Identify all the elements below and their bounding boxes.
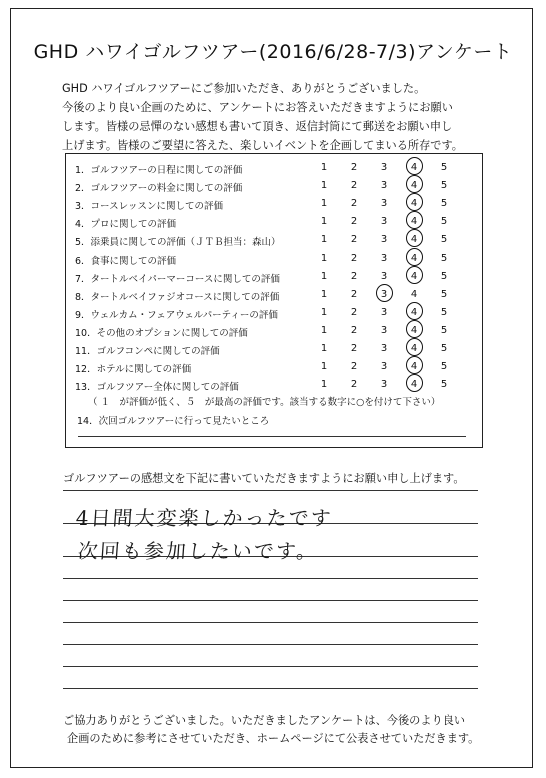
rating-option[interactable]: 5 bbox=[440, 270, 448, 282]
rating-option[interactable]: 5 bbox=[440, 379, 448, 391]
rating-option[interactable]: 2 bbox=[350, 361, 358, 373]
question-label: 6．食事に関しての評価 bbox=[75, 255, 177, 267]
question-row bbox=[75, 361, 475, 377]
question-row bbox=[75, 307, 475, 323]
rating-option[interactable]: 1 bbox=[320, 270, 328, 282]
question-row bbox=[75, 325, 475, 341]
rating-option[interactable]: 2 bbox=[350, 324, 358, 336]
rating-option[interactable]: 1 bbox=[320, 288, 328, 300]
rating-option[interactable]: 2 bbox=[350, 198, 358, 210]
rating-option[interactable]: 3 bbox=[380, 252, 388, 264]
rating-option[interactable]: 2 bbox=[350, 216, 358, 228]
intro-line: 今後のより良い企画のために、アンケートにお答えいただきますようにお願い bbox=[62, 101, 453, 114]
rating-option[interactable]: 4 bbox=[410, 252, 418, 264]
question-14-label: 14．次回ゴルフツアーに行って見たいところ bbox=[77, 416, 270, 427]
rating-option[interactable]: 4 bbox=[410, 343, 418, 354]
rating-option[interactable]: 3 bbox=[380, 288, 388, 300]
comment-ruled-line bbox=[63, 578, 478, 579]
intro-line: GHD ハワイゴルフツアーにご参加いただき、ありがとうございました。 bbox=[62, 82, 426, 95]
intro-text bbox=[62, 79, 502, 155]
rating-option[interactable]: 1 bbox=[320, 324, 328, 336]
rating-option[interactable]: 3 bbox=[380, 343, 388, 354]
question-label: 5．添乗員に関しての評価（ＪＴＢ担当：森山） bbox=[75, 237, 281, 249]
question-label: 3．コースレッスンに関しての評価 bbox=[75, 201, 223, 213]
question-row bbox=[75, 271, 475, 287]
rating-option[interactable]: 5 bbox=[440, 361, 448, 373]
question-row bbox=[75, 162, 475, 178]
rating-option[interactable]: 1 bbox=[320, 198, 328, 210]
question-label: 2．ゴルフツアーの料金に関しての評価 bbox=[75, 183, 243, 195]
rating-option[interactable]: 5 bbox=[440, 252, 448, 264]
comment-prompt: ゴルフツアーの感想文を下記に書いていただきますようにお願い申し上げます。 bbox=[63, 472, 465, 485]
rating-option[interactable]: 4 bbox=[410, 198, 418, 210]
question-label: 11．ゴルフコンペに関しての評価 bbox=[75, 346, 220, 357]
rating-option[interactable]: 2 bbox=[350, 270, 358, 282]
comment-ruled-line bbox=[63, 600, 478, 601]
rating-option[interactable]: 1 bbox=[320, 343, 328, 354]
rating-option[interactable]: 2 bbox=[350, 288, 358, 300]
survey-title: GHD ハワイゴルフツアー(2016/6/28-7/3)アンケート bbox=[33, 41, 513, 63]
question-row bbox=[75, 180, 475, 196]
rating-option[interactable]: 1 bbox=[320, 180, 328, 192]
question-label: 12．ホテルに関しての評価 bbox=[75, 364, 192, 376]
rating-option[interactable]: 5 bbox=[440, 288, 448, 300]
question-label: 8．タートルベイファジオコースに関しての評価 bbox=[75, 291, 280, 303]
rating-option[interactable]: 2 bbox=[350, 379, 358, 391]
footer-line: ご協力ありがとうございました。いただきましたアンケートは、今後のより良い bbox=[63, 714, 466, 727]
rating-option[interactable]: 4 bbox=[410, 288, 418, 300]
rating-option[interactable]: 1 bbox=[320, 162, 328, 173]
rating-option[interactable]: 5 bbox=[440, 324, 448, 336]
rating-option[interactable]: 2 bbox=[350, 252, 358, 264]
rating-option[interactable]: 5 bbox=[440, 343, 448, 354]
comment-ruled-line bbox=[63, 666, 478, 667]
rating-option[interactable]: 3 bbox=[380, 379, 388, 391]
question-row bbox=[75, 198, 475, 214]
question-row bbox=[75, 343, 475, 359]
intro-line: 上げます。皆様のご要望に答えた、楽しいイベントを企画してまいる所存です。 bbox=[62, 139, 463, 152]
handwritten-comment-line: 4日間大変楽しかったです bbox=[75, 506, 334, 530]
rating-option[interactable]: 5 bbox=[440, 234, 448, 246]
handwritten-comment-line: 次回も参加したいです。 bbox=[77, 539, 320, 563]
question-14-answer-line[interactable] bbox=[78, 436, 466, 437]
rating-option[interactable]: 5 bbox=[440, 198, 448, 210]
rating-option[interactable]: 1 bbox=[320, 361, 328, 373]
comment-ruled-line bbox=[63, 622, 478, 623]
rating-option[interactable]: 2 bbox=[350, 234, 358, 246]
comment-ruled-line bbox=[63, 490, 478, 491]
rating-option[interactable]: 4 bbox=[410, 361, 418, 373]
rating-option[interactable]: 3 bbox=[380, 198, 388, 210]
rating-option[interactable]: 5 bbox=[440, 162, 448, 173]
question-label: 10．その他のオプションに関しての評価 bbox=[75, 327, 248, 339]
rating-option[interactable]: 3 bbox=[380, 162, 388, 173]
rating-option[interactable]: 4 bbox=[410, 379, 418, 391]
rating-option[interactable]: 1 bbox=[320, 379, 328, 391]
rating-option[interactable]: 3 bbox=[380, 270, 388, 282]
scale-note: （ １ が評価が低く、５ が最高の評価です。該当する数字に○を付けて下さい） bbox=[88, 397, 441, 408]
rating-option[interactable]: 1 bbox=[320, 252, 328, 264]
question-row bbox=[75, 216, 475, 232]
rating-option[interactable]: 5 bbox=[440, 216, 448, 228]
rating-option[interactable]: 4 bbox=[410, 234, 418, 246]
rating-option[interactable]: 4 bbox=[410, 216, 418, 228]
rating-option[interactable]: 1 bbox=[320, 234, 328, 246]
rating-option[interactable]: 3 bbox=[380, 324, 388, 336]
question-label: 9．ウェルカム・フェアウェルパーティーの評価 bbox=[75, 309, 278, 321]
rating-option[interactable]: 4 bbox=[410, 162, 418, 173]
rating-option[interactable]: 5 bbox=[440, 306, 448, 318]
rating-option[interactable]: 4 bbox=[410, 180, 418, 192]
rating-option[interactable]: 3 bbox=[380, 216, 388, 228]
rating-option[interactable]: 3 bbox=[380, 180, 388, 192]
rating-option[interactable]: 3 bbox=[380, 361, 388, 373]
footer-line: 企画のために参考にさせていただき、ホームページにて公表させていただきます。 bbox=[67, 732, 480, 745]
rating-option[interactable]: 4 bbox=[410, 270, 418, 282]
comment-ruled-line bbox=[63, 644, 478, 645]
rating-option[interactable]: 2 bbox=[350, 180, 358, 192]
question-row bbox=[75, 234, 475, 250]
question-label: 13．ゴルフツアー全体に関しての評価 bbox=[75, 382, 239, 394]
question-row bbox=[75, 289, 475, 305]
rating-option[interactable]: 3 bbox=[380, 306, 388, 318]
question-row bbox=[75, 253, 475, 269]
question-label: 7．タートルベイパーマーコースに関しての評価 bbox=[75, 273, 280, 285]
question-label: 4．プロに関しての評価 bbox=[75, 219, 177, 231]
rating-option[interactable]: 1 bbox=[320, 216, 328, 228]
intro-line: します。皆様の忌憚のない感想も書いて頂き、返信封筒にて郵送をお願い申し bbox=[62, 120, 453, 133]
comment-ruled-line bbox=[63, 688, 478, 689]
rating-option[interactable]: 2 bbox=[350, 162, 358, 173]
rating-option[interactable]: 1 bbox=[320, 306, 328, 318]
rating-option[interactable]: 2 bbox=[350, 343, 358, 354]
footer-text bbox=[63, 712, 503, 748]
question-row bbox=[75, 379, 475, 395]
rating-option[interactable]: 5 bbox=[440, 180, 448, 192]
question-label: 1．ゴルフツアーの日程に関しての評価 bbox=[75, 165, 243, 176]
rating-option[interactable]: 3 bbox=[380, 234, 388, 246]
rating-option[interactable]: 2 bbox=[350, 306, 358, 318]
rating-option[interactable]: 4 bbox=[410, 324, 418, 336]
rating-option[interactable]: 4 bbox=[410, 306, 418, 318]
